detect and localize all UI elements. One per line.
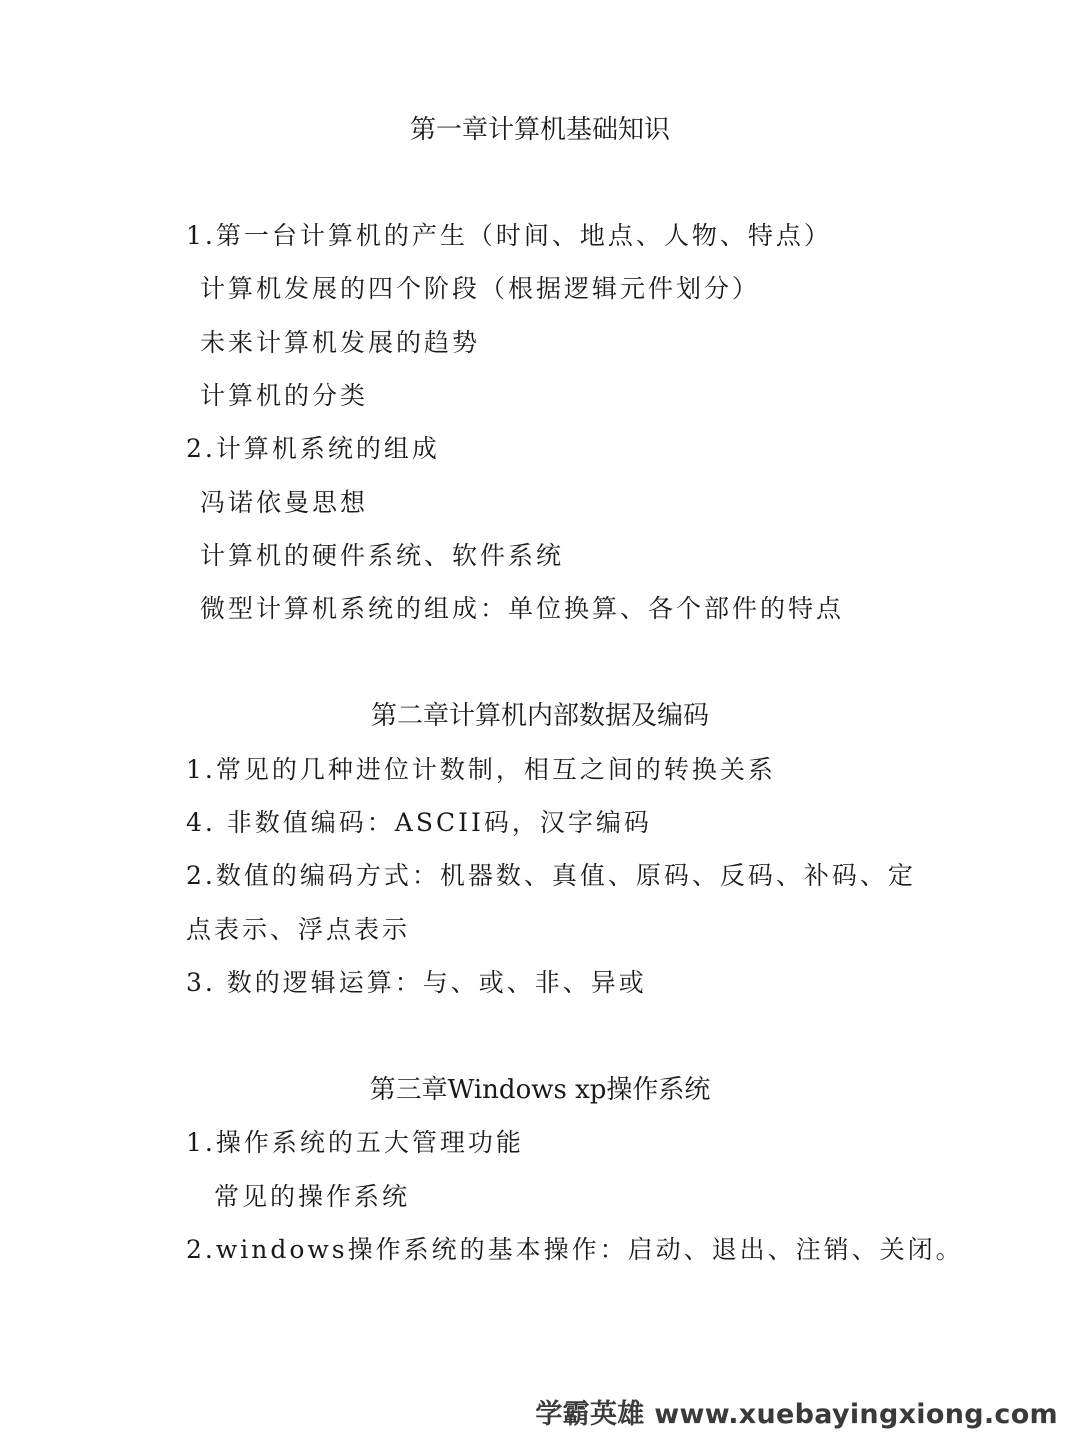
chapter3-line-2: 常见的操作系统 <box>214 1182 411 1211</box>
chapter3-line-3: 2.windows操作系统的基本操作：启动、退出、注销、关闭。 <box>186 1235 964 1264</box>
chapter1-line-4: 计算机的分类 <box>200 381 369 410</box>
chapter1-title: 第一章计算机基础知识 <box>409 115 670 145</box>
chapter1-line-3: 未来计算机发展的趋势 <box>200 328 481 357</box>
site-watermark: 学霸英雄 www.xuebayingxiong.com <box>535 1399 1058 1430</box>
chapter1-line-1: 1.第一台计算机的产生（时间、地点、人物、特点） <box>186 221 832 250</box>
chapter2-line-2: 4. 非数值编码：ASCII码，汉字编码 <box>186 808 652 837</box>
chapter3-title: 第三章Windows xp操作系统 <box>369 1075 711 1105</box>
chapter1-line-7: 计算机的硬件系统、软件系统 <box>200 541 565 570</box>
chapter1-line-2: 计算机发展的四个阶段（根据逻辑元件划分） <box>200 274 761 303</box>
chapter2-title: 第二章计算机内部数据及编码 <box>370 701 709 731</box>
chapter1-line-6: 冯诺依曼思想 <box>200 488 369 517</box>
chapter1-line-5: 2.计算机系统的组成 <box>186 434 440 463</box>
chapter2-line-5: 3. 数的逻辑运算：与、或、非、异或 <box>186 968 647 997</box>
chapter1-line-8: 微型计算机系统的组成：单位换算、各个部件的特点 <box>200 594 845 623</box>
chapter3-line-1: 1.操作系统的五大管理功能 <box>186 1128 524 1157</box>
chapter2-line-1: 1.常见的几种进位计数制，相互之间的转换关系 <box>186 755 776 784</box>
chapter2-line-3: 2.数值的编码方式：机器数、真值、原码、反码、补码、定 <box>186 861 916 890</box>
chapter2-line-4: 点表示、浮点表示 <box>186 915 411 944</box>
